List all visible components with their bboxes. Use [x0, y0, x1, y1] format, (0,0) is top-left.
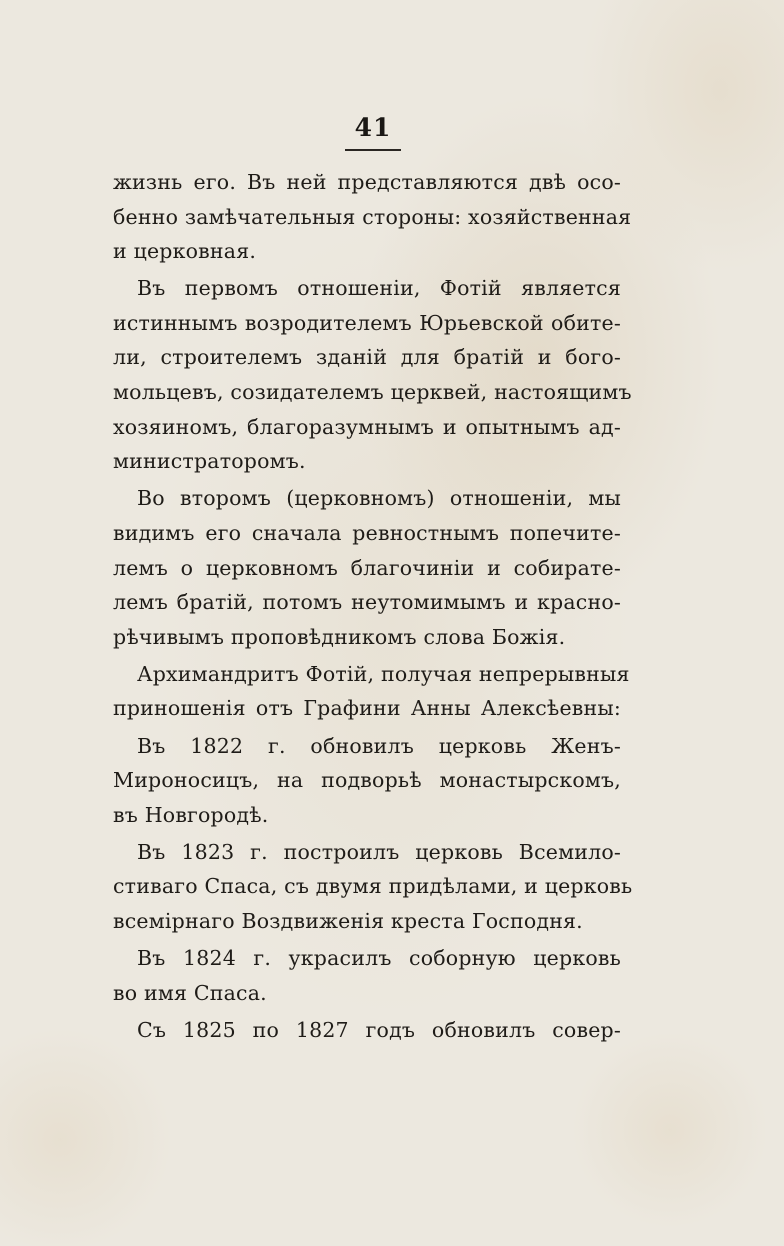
text-line: мольцевъ, созидателемъ церквей, настоящимъ	[113, 380, 632, 405]
text-line: рѣчивымъ проповѣдникомъ слова Божія.	[113, 624, 566, 649]
text-line: Въ 1822 г. обновилъ церковь Женъ-	[137, 733, 621, 758]
text-line: стиваго Спаса, съ двумя придѣлами, и церковь	[113, 874, 633, 899]
page-number-rule	[345, 149, 401, 151]
text-line: министраторомъ.	[113, 449, 306, 474]
text-line: приношенія отъ Графини Анны Алексѣевны:	[113, 696, 621, 721]
text-line: хозяиномъ, благоразумнымъ и опытнымъ ад-	[113, 414, 621, 439]
text-line: истиннымъ возродителемъ Юрьевской обите-	[113, 310, 621, 335]
text-line: всемірнаго Воздвиженія креста Господня.	[113, 908, 583, 933]
text-line: и церковная.	[113, 239, 257, 264]
text-line: въ Новгородѣ.	[113, 802, 269, 827]
text-line: ли, строителемъ зданій для братій и бого-	[113, 345, 621, 370]
text-line: Мироносицъ, на подворьѣ монастырскомъ,	[113, 768, 621, 793]
text-line: Въ 1824 г. украсилъ соборную церковь	[137, 946, 621, 971]
text-line: Въ первомъ отношеніи, Фотій является	[137, 276, 621, 301]
text-line: Съ 1825 по 1827 годъ обновилъ совер-	[137, 1017, 621, 1042]
page-number: 41	[354, 113, 392, 142]
text-line: Въ 1823 г. построилъ церковь Всемило-	[137, 839, 621, 864]
text-line: Во второмъ (церковномъ) отношеніи, мы	[137, 486, 621, 511]
text-body	[113, 165, 633, 1047]
text-line: бенно замѣчательныя стороны: хозяйственная	[113, 204, 632, 229]
text-line: лемъ братій, потомъ неутомимымъ и красно-	[113, 590, 621, 615]
text-line: жизнь его. Въ ней представляются двѣ осо-	[113, 170, 621, 194]
text-line: во имя Спаса.	[113, 980, 267, 1005]
text-line: лемъ о церковномъ благочиніи и собирате-	[113, 555, 621, 580]
text-line: видимъ его сначала ревностнымъ попечите-	[113, 520, 621, 545]
text-line: Архимандритъ Фотій, получая непрерывныя	[137, 661, 630, 686]
